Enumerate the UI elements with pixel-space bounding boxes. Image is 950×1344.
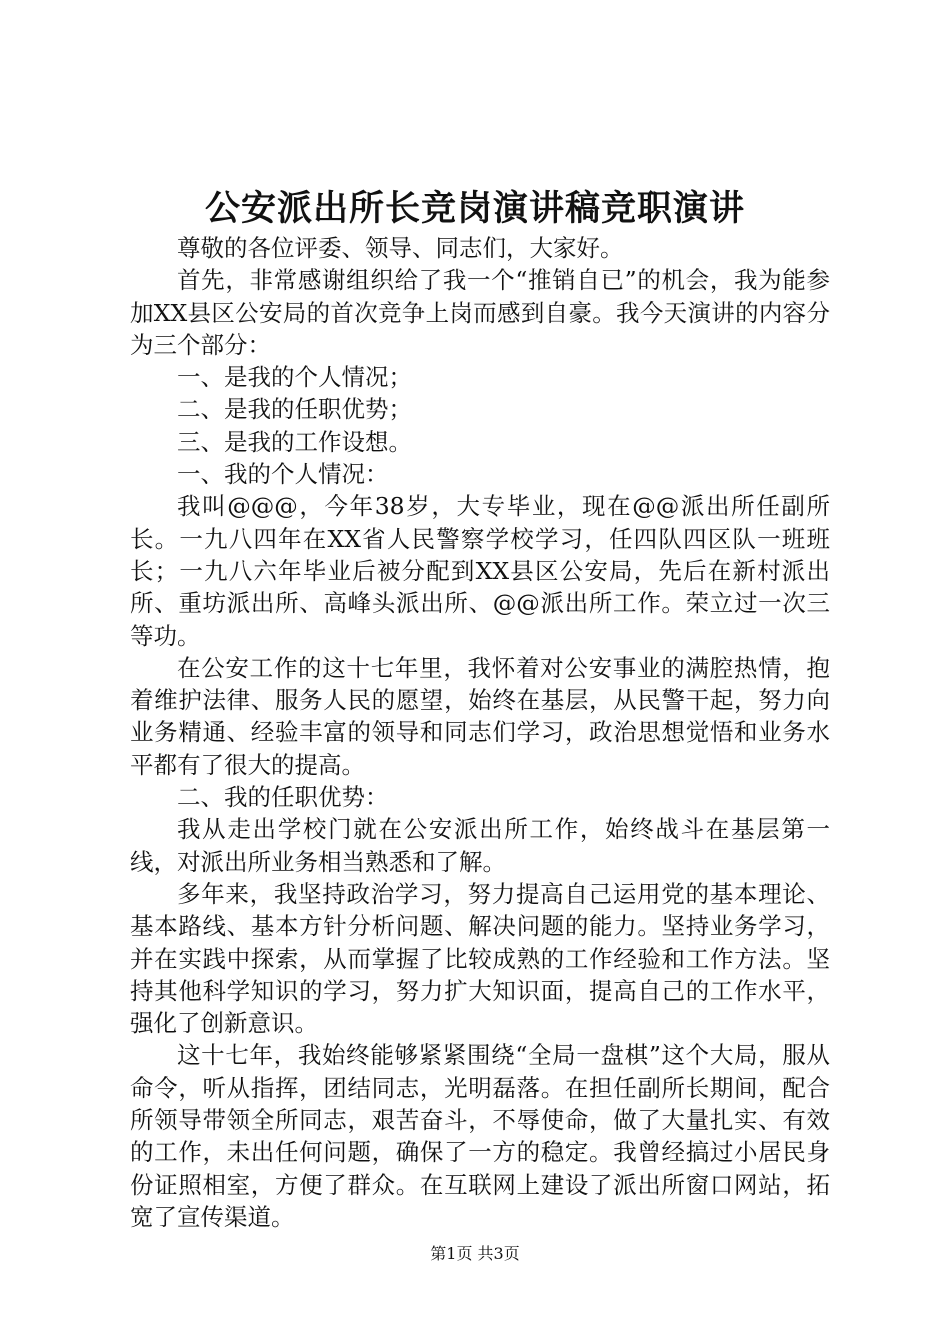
paragraph-greeting: 尊敬的各位评委、领导、同志们，大家好。 <box>177 234 624 262</box>
paragraph-study: 多年来，我坚持政治学习，努力提高自己运用党的基本理论、基本路线、基本方针分析问题、解决问题的能力。坚持业务学习，并在实践中探索，从而掌握了比较成熟的工作经验和工作方法。坚持其他科学知识的学习，努力扩大知识面，提高自己的工作水平，强化了创新意识。 <box>130 879 830 1038</box>
outline-item-1: 一、是我的个人情况； <box>177 363 412 392</box>
page-number: 第1页 共3页 <box>430 1244 520 1263</box>
section-heading-personal: 一、我的个人情况： <box>177 460 389 489</box>
paragraph-frontline: 我从走出学校门就在公安派出所工作，始终战斗在基层第一线，对派出所业务相当熟悉和了解。 <box>130 815 830 876</box>
paragraph-intro: 首先，非常感谢组织给了我一个“推销自已”的机会，我为能参加XX县区公安局的首次竞争上岗而感到自豪。我今天演讲的内容分为三个部分： <box>130 266 830 359</box>
section-heading-advantages: 二、我的任职优势： <box>177 783 389 812</box>
outline-item-3: 三、是我的工作设想。 <box>177 427 412 456</box>
paragraph-career: 在公安工作的这十七年里，我怀着对公安事业的满腔热情，抱着维护法律、服务人民的愿望，始终在基层，从民警干起，努力向业务精通、经验丰富的领导和同志们学习，政治思想觉悟和业务水平都有了很大的提高。 <box>130 653 830 779</box>
outline-item-2: 二、是我的任职优势； <box>177 395 412 424</box>
document-title: 公安派出所长竞岗演讲稿竞职演讲 <box>204 188 745 229</box>
paragraph-personal-info: 我叫@@@，今年38岁，大专毕业，现在@@派出所任副所长。一九八四年在XX省人民警察学校学习，任四队四区队一班班长；一九八六年毕业后被分配到XX县区公安局，先后在新村派出所、重坊派出所、高峰头派出所、@@派出所工作。荣立过一次三等功。 <box>130 492 830 650</box>
document-body <box>130 232 830 1233</box>
paragraph-achievements: 这十七年，我始终能够紧紧围绕“全局一盘棋”这个大局，服从命令，听从指挥，团结同志，光明磊落。在担任副所长期间，配合所领导带领全所同志，艰苦奋斗，不辱使命，做了大量扎实、有效的工作，未出任何问题，确保了一方的稳定。我曾经搞过小居民身份证照相室，方便了群众。在互联网上建设了派出所窗口网站，拓宽了宣传渠道。 <box>130 1041 830 1231</box>
